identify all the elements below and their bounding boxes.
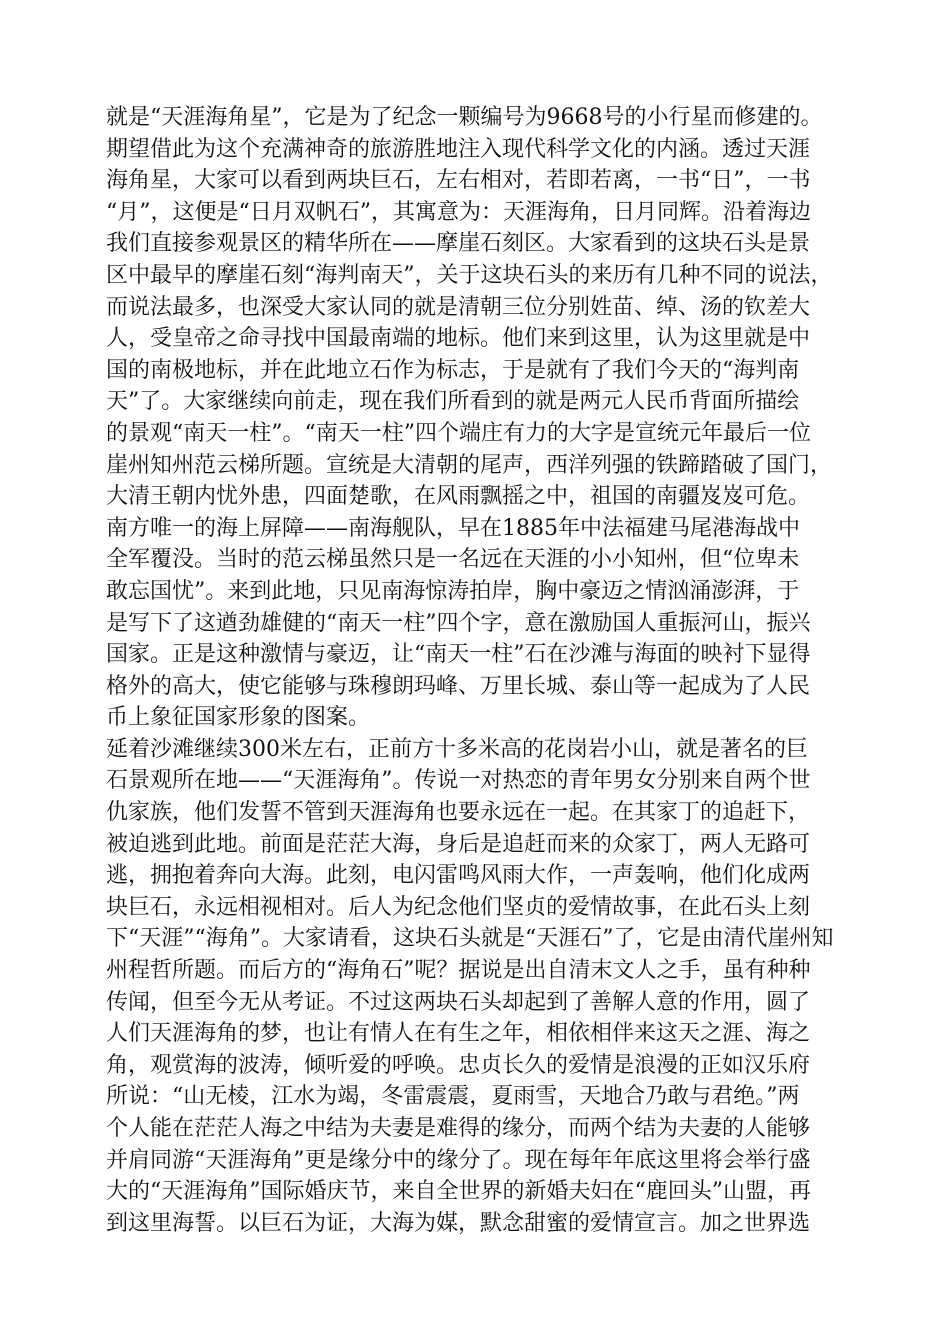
- text-line: 就是“天涯海角星”，它是为了纪念一颗编号为9668号的小行星而修建的。: [106, 105, 823, 130]
- text-line: 币上象征国家形象的图案。: [106, 705, 371, 731]
- text-line: “月”，这便是“日月双帆石”，其寓意为：天涯海角，日月同辉。沿着海边: [106, 199, 811, 225]
- text-line: 格外的高大，使它能够与珠穆朗玛峰、万里长城、泰山等一起成为了人民: [106, 673, 811, 699]
- text-line: 海角星，大家可以看到两块巨石，左右相对，若即若离，一书“日”，一书: [106, 168, 811, 194]
- text-line: 期望借此为这个充满神奇的旅游胜地注入现代科学文化的内涵。透过天涯: [106, 136, 811, 162]
- text-line: 全军覆没。当时的范云梯虽然只是一名远在天涯的小小知州，但“位卑未: [106, 547, 800, 573]
- text-line: 逃，拥抱着奔向大海。此刻，电闪雷鸣风雨大作，一声轰响，他们化成两: [106, 863, 811, 889]
- text-line: 被迫逃到此地。前面是茫茫大海，身后是追赶而来的众家丁，两人无路可: [106, 831, 811, 857]
- text-line: 块巨石，永远相视相对。后人为纪念他们坚贞的爱情故事，在此石头上刻: [106, 894, 811, 920]
- text-line: 大清王朝内忧外患，四面楚歌，在风雨飘摇之中，祖国的南疆岌岌可危。: [106, 484, 811, 510]
- body-text: [106, 102, 866, 1239]
- text-line: 到这里海誓。以巨石为证，大海为媒，默念甜蜜的爱情宣言。加之世界选: [106, 1210, 811, 1236]
- text-line: 区中最早的摩崖石刻“海判南天”，关于这块石头的来历有几种不同的说法，: [106, 262, 833, 288]
- text-line: 并肩同游“天涯海角”更是缘分中的缘分了。现在每年年底这里将会举行盛: [106, 1147, 811, 1173]
- text-line: 州程哲所题。而后方的“海角石”呢？据说是出自清末文人之手，虽有种种: [106, 958, 811, 984]
- text-line: 南方唯一的海上屏障——南海舰队，早在1885年中法福建马尾港海战中: [106, 515, 800, 541]
- text-line: 延着沙滩继续300米左右，正前方十多米高的花岗岩小山，就是著名的巨: [106, 736, 808, 762]
- text-line: 仇家族，他们发誓不管到天涯海角也要永远在一起。在其家丁的追赶下，: [106, 800, 811, 826]
- text-line: 天”了。大家继续向前走，现在我们所看到的就是两元人民币背面所描绘: [106, 389, 800, 415]
- text-line: 我们直接参观景区的精华所在——摩崖石刻区。大家看到的这块石头是景: [106, 231, 811, 257]
- text-line: 所说：“山无棱，江水为竭，冬雷震震，夏雨雪，天地合乃敢与君绝。”两: [106, 1084, 800, 1110]
- text-line: 角，观赏海的波涛，倾听爱的呼唤。忠贞长久的爱情是浪漫的正如汉乐府: [106, 1052, 811, 1078]
- text-line: 的景观“南天一柱”。“南天一柱”四个端庄有力的大字是宣统元年最后一位: [106, 420, 811, 446]
- text-line: 崖州知州范云梯所题。宣统是大清朝的尾声，西洋列强的铁蹄踏破了国门，: [106, 452, 833, 478]
- text-line: 是写下了这遒劲雄健的“南天一柱”四个字，意在激励国人重振河山，振兴: [106, 610, 811, 636]
- text-line: 敢忘国忧”。来到此地，只见南海惊涛拍岸，胸中豪迈之情汹涌澎湃，于: [106, 578, 800, 604]
- text-line: 个人能在茫茫人海之中结为夫妻是难得的缘分，而两个结为夫妻的人能够: [106, 1116, 811, 1141]
- text-line: 国的南极地标，并在此地立石作为标志，于是就有了我们今天的“海判南: [106, 357, 800, 383]
- text-line: 人们天涯海角的梦，也让有情人在有生之年，相依相伴来这天之涯、海之: [106, 1021, 811, 1047]
- text-line: 人，受皇帝之命寻找中国最南端的地标。他们来到这里，认为这里就是中: [106, 326, 811, 352]
- text-line: 大的“天涯海角”国际婚庆节，来自全世界的新婚夫妇在“鹿回头”山盟，再: [106, 1179, 811, 1205]
- text-line: 下“天涯”“海角”。大家请看，这块石头就是“天涯石”了，它是由清代崖州知: [106, 926, 834, 952]
- text-line: 传闻，但至今无从考证。不过这两块石头却起到了善解人意的作用，圆了: [106, 989, 811, 1015]
- text-line: 石景观所在地——“天涯海角”。传说一对热恋的青年男女分别来自两个世: [106, 768, 811, 794]
- text-line: 国家。正是这种激情与豪迈，让“南天一柱”石在沙滩与海面的映衬下显得: [106, 642, 811, 668]
- text-line: 而说法最多，也深受大家认同的就是清朝三位分别姓苗、绰、汤的钦差大: [106, 294, 811, 320]
